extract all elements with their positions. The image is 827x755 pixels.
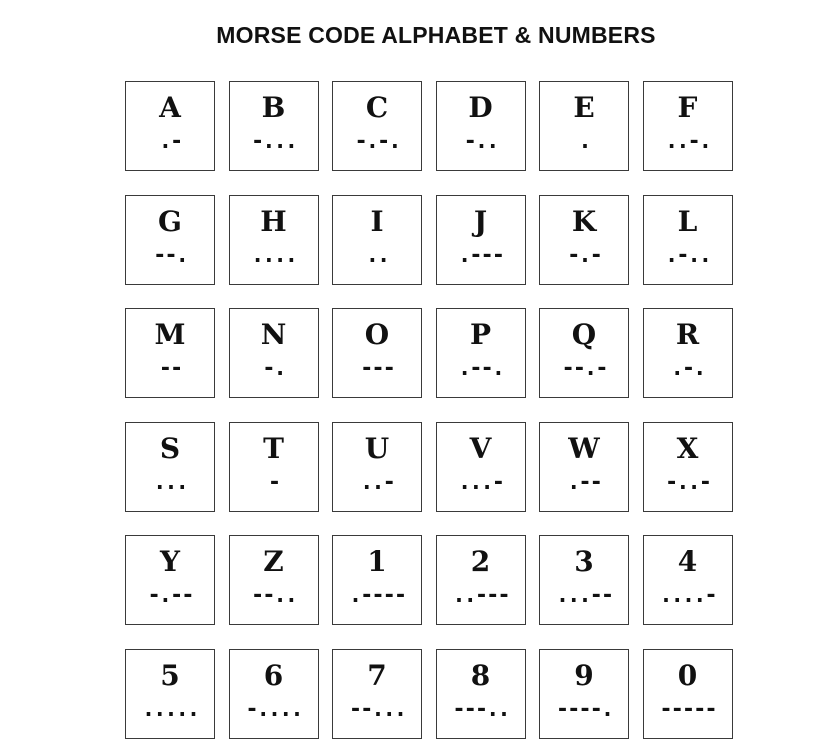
morse-card <box>643 649 733 739</box>
morse-card <box>332 81 422 171</box>
card-number: 5 <box>160 658 180 692</box>
card-number: 7 <box>367 658 387 692</box>
card-code: - <box>267 469 280 495</box>
card-letter: N <box>260 318 287 351</box>
morse-card <box>643 422 733 512</box>
morse-card <box>125 535 215 625</box>
card-code: --.. <box>251 583 296 608</box>
morse-card <box>125 81 215 171</box>
card-code: .... <box>251 242 296 268</box>
card-code: -.- <box>567 242 601 268</box>
morse-card <box>229 535 319 625</box>
card-code: --... <box>348 696 406 722</box>
morse-card <box>229 81 319 171</box>
morse-card <box>332 535 422 625</box>
card-letter: K <box>571 204 597 238</box>
morse-card <box>125 308 215 398</box>
card-letter: Y <box>160 545 180 578</box>
card-code: ..--- <box>452 583 509 608</box>
card-letter: E <box>573 91 595 124</box>
card-code: --. <box>153 242 187 268</box>
card-code: .--- <box>458 242 503 268</box>
morse-card <box>539 195 629 285</box>
morse-card <box>436 195 526 285</box>
morse-card <box>436 535 526 625</box>
card-code: --- <box>360 356 394 381</box>
card-code: .-- <box>567 469 601 495</box>
morse-card <box>539 81 629 171</box>
morse-grid <box>125 81 737 739</box>
card-code: .--. <box>458 356 503 381</box>
morse-card <box>332 308 422 398</box>
morse-card <box>643 535 733 625</box>
card-letter: R <box>675 318 700 351</box>
morse-card <box>332 195 422 285</box>
morse-card <box>332 649 422 739</box>
card-code: ..-. <box>665 129 710 154</box>
morse-card <box>539 422 629 512</box>
card-number: 2 <box>470 545 491 578</box>
card-code: -.-. <box>354 129 400 154</box>
morse-card <box>436 422 526 512</box>
card-letter: I <box>370 204 384 238</box>
card-code: ...-- <box>555 583 613 608</box>
card-letter: D <box>468 91 493 124</box>
morse-card <box>643 308 733 398</box>
card-code: -.-- <box>147 583 193 608</box>
card-code: -..- <box>665 469 710 495</box>
card-code: . <box>578 129 590 154</box>
card-code: ...- <box>458 469 503 495</box>
card-code: -.. <box>463 129 498 154</box>
card-number: 4 <box>677 545 698 578</box>
card-letter: J <box>473 204 488 238</box>
card-code: .---- <box>348 583 406 608</box>
card-letter: C <box>365 91 389 124</box>
card-code: --.- <box>561 356 607 381</box>
card-letter: F <box>677 91 698 124</box>
card-letter: U <box>364 431 390 465</box>
card-letter: Z <box>263 545 284 578</box>
card-letter: H <box>260 204 287 238</box>
card-letter: M <box>154 318 186 351</box>
card-code: -... <box>251 129 296 154</box>
card-code: ....- <box>659 583 716 608</box>
morse-card <box>332 422 422 512</box>
card-letter: P <box>469 318 492 351</box>
card-letter: T <box>263 431 284 465</box>
card-letter: O <box>364 318 390 351</box>
card-letter: Q <box>571 318 597 351</box>
card-code: -. <box>262 356 285 381</box>
card-number: 9 <box>574 658 594 692</box>
card-number: 8 <box>470 658 491 692</box>
card-code: ---.. <box>452 696 509 722</box>
morse-card <box>539 308 629 398</box>
card-letter: W <box>568 431 600 465</box>
card-code: .. <box>365 242 389 268</box>
card-number: 1 <box>367 545 387 578</box>
morse-card <box>229 422 319 512</box>
card-code: .- <box>158 129 182 154</box>
card-number: 6 <box>263 658 284 692</box>
card-number: 0 <box>677 658 698 692</box>
card-letter: X <box>676 431 699 465</box>
morse-card <box>643 195 733 285</box>
page-title: MORSE CODE ALPHABET & NUMBERS <box>216 22 656 48</box>
card-letter: V <box>469 431 492 465</box>
card-code: .-. <box>670 356 705 381</box>
card-letter: G <box>158 204 182 238</box>
card-code: ... <box>153 469 187 495</box>
card-code: .-.. <box>665 242 710 268</box>
morse-card <box>539 535 629 625</box>
card-letter: S <box>159 431 181 465</box>
morse-card <box>229 649 319 739</box>
morse-card <box>229 308 319 398</box>
morse-card <box>125 195 215 285</box>
morse-card <box>229 195 319 285</box>
card-letter: L <box>677 204 698 238</box>
morse-card <box>436 308 526 398</box>
card-code: -- <box>158 356 182 381</box>
card-code: ----- <box>659 696 716 722</box>
card-letter: A <box>159 91 181 124</box>
morse-card <box>643 81 733 171</box>
morse-card <box>539 649 629 739</box>
morse-card <box>436 81 526 171</box>
card-code: ..- <box>360 469 394 495</box>
morse-card <box>125 649 215 739</box>
morse-card <box>125 422 215 512</box>
card-code: ..... <box>141 696 199 722</box>
card-code: ----. <box>555 696 613 722</box>
card-letter: B <box>261 91 286 124</box>
card-code: -.... <box>245 696 302 722</box>
morse-card <box>436 649 526 739</box>
card-number: 3 <box>574 545 594 578</box>
